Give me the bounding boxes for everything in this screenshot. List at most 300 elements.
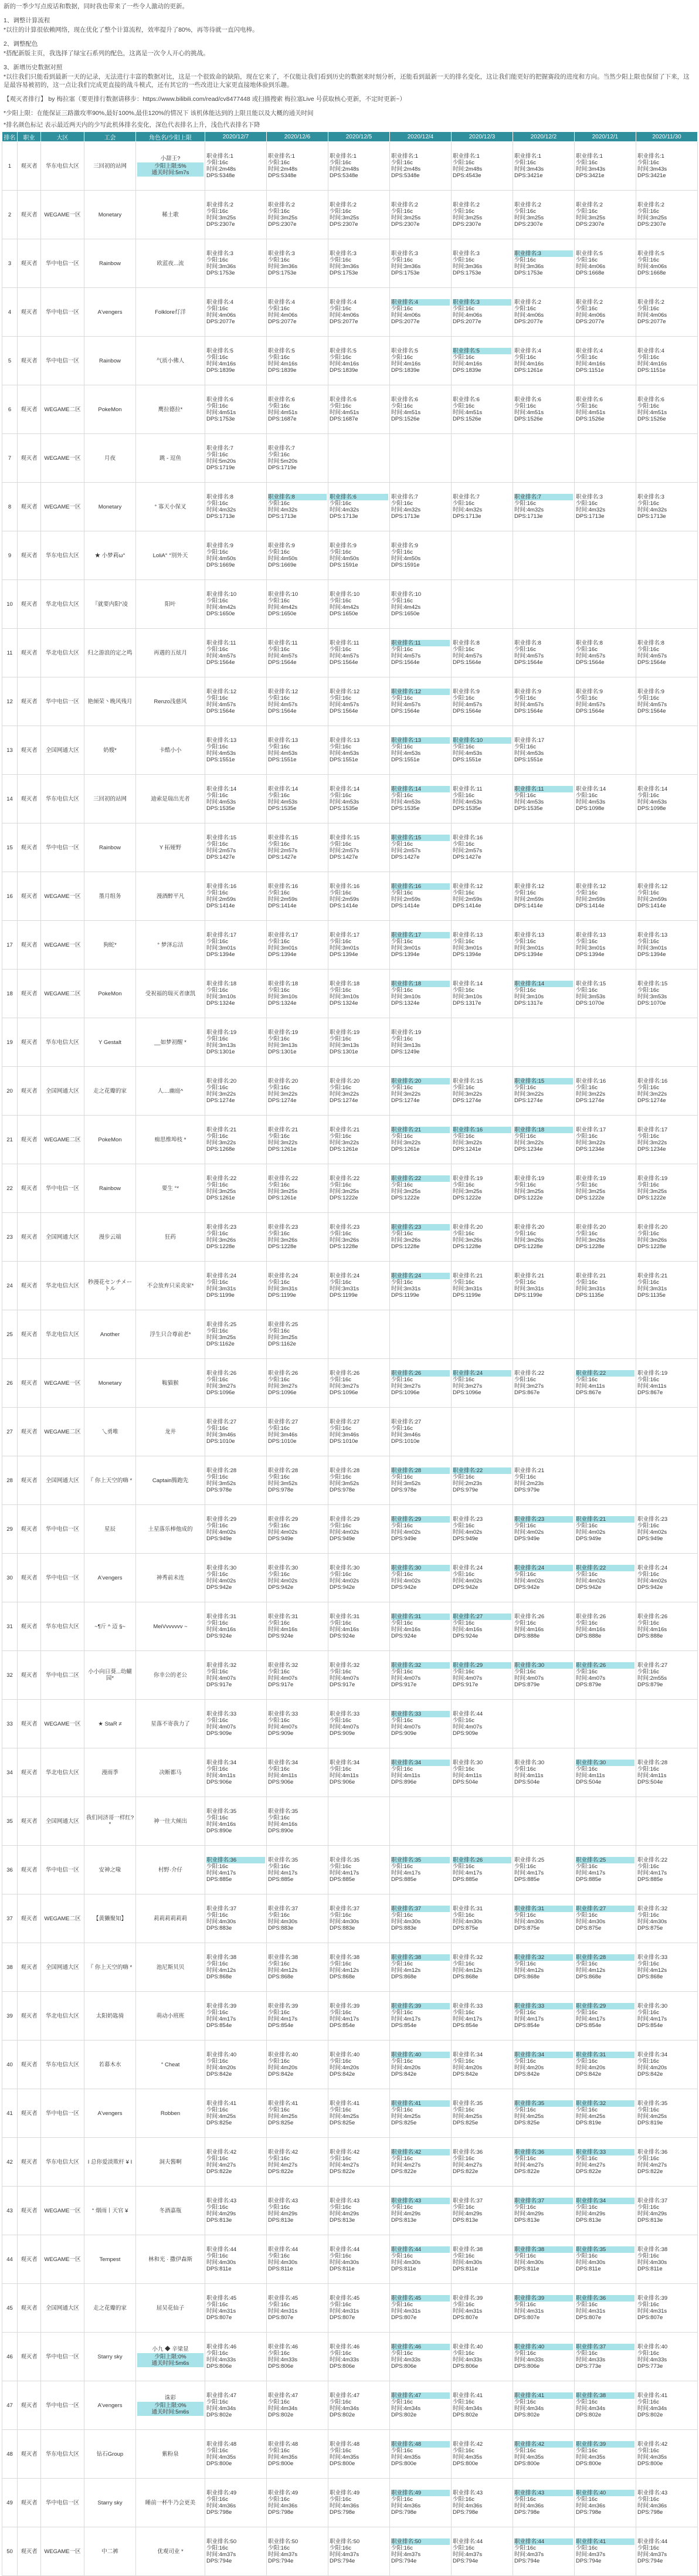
character-cell[interactable] <box>136 1797 205 1846</box>
stat-text: 职业排名:5 少阳:16c 时间:4m16s DPS:1839e <box>330 348 359 374</box>
character-cell[interactable] <box>136 1213 205 1262</box>
column-header[interactable]: 2020/12/6 <box>267 132 328 142</box>
character-cell[interactable] <box>136 2333 205 2381</box>
stat-text: 职业排名:50 少阳:16c 时间:4m37s DPS:794e <box>206 2538 237 2564</box>
stat-text: 少阳:16c 时间:4m35s DPS:800e <box>391 2448 421 2467</box>
rank-change-mark: 职业排名:15 <box>514 1078 573 1084</box>
character-name: 受祝福的瑞灭者康凯 <box>145 990 196 997</box>
daily-stat-cell <box>513 2479 575 2527</box>
stat-text: 职业排名:22 少阳:16c 时间:3m25s DPS:1261e <box>206 1175 237 1201</box>
rank-change-mark: 职业排名:23 <box>514 1516 573 1523</box>
stat-text: 职业排名:3 少阳:16c 时间:3m36s DPS:1753e <box>268 250 298 276</box>
stat-text: 职业排名:12 少阳:16c 时间:2m59s DPS:1414e <box>514 883 545 909</box>
daily-stat-cell <box>575 580 636 629</box>
daily-stat-cell <box>452 2284 513 2333</box>
stat-text: 职业排名:50 少阳:16c 时间:4m37s DPS:794e <box>330 2538 360 2564</box>
character-cell[interactable] <box>136 1359 205 1408</box>
class-cell: 观灭者 <box>18 1894 41 1943</box>
character-cell[interactable] <box>136 2187 205 2235</box>
daily-stat-cell <box>205 434 267 483</box>
daily-stat-cell <box>205 2138 267 2187</box>
daily-stat-cell <box>205 921 267 970</box>
character-cell[interactable] <box>136 2284 205 2333</box>
rank-change-mark: 职业排名:32 <box>576 2100 634 2107</box>
server-cell: 华北电信大区 <box>41 629 84 677</box>
stat-text: 职业排名:28 少阳:16c 时间:4m11s DPS:504e <box>637 1760 668 1785</box>
daily-stat-cell <box>513 2041 575 2089</box>
daily-stat-cell <box>267 1408 328 1456</box>
stat-text: 职业排名:21 少阳:16c 时间:3m31s DPS:1135e <box>637 1273 668 1299</box>
stat-text: 少阳:16c 时间:4m30s DPS:875e <box>514 1912 544 1931</box>
stat-text: 少阳:16c 时间:4m33s DPS:806e <box>514 2350 544 2370</box>
daily-stat-cell <box>328 2089 390 2138</box>
daily-stat-cell <box>575 2333 636 2381</box>
daily-stat-cell <box>575 1408 636 1456</box>
daily-stat-cell <box>390 1748 452 1797</box>
daily-stat-cell <box>513 1359 575 1408</box>
class-cell: 观灭者 <box>18 1602 41 1651</box>
rank-change-mark: 职业排名:18 <box>514 1127 573 1133</box>
character-cell[interactable] <box>136 1992 205 2041</box>
daily-stat-cell <box>575 1651 636 1700</box>
stat-text: 职业排名:36 少阳:16c 时间:4m27s DPS:822e <box>453 2149 483 2175</box>
rank-change-mark: 职业排名:8 <box>268 494 327 500</box>
rank-cell: 16 <box>2 872 18 921</box>
stat-text: 职业排名:1 少阳:16c 时间:3m43s DPS:3421e <box>637 153 667 179</box>
daily-stat-cell <box>636 1602 698 1651</box>
daily-stat-cell <box>328 1505 390 1554</box>
stat-text: 职业排名:32 少阳:16c 时间:4m07s DPS:917e <box>206 1662 237 1688</box>
table-row <box>2 1505 698 1554</box>
character-cell[interactable] <box>136 2041 205 2089</box>
column-header[interactable]: 2020/12/5 <box>328 132 390 142</box>
daily-stat-cell <box>390 921 452 970</box>
daily-stat-cell <box>205 1213 267 1262</box>
character-name: ° Cheat <box>161 2061 180 2068</box>
daily-stat-cell <box>452 1164 513 1213</box>
character-cell[interactable] <box>136 2235 205 2284</box>
character-name: 龙井 <box>164 1428 176 1435</box>
stat-text: 职业排名:25 少阳:16c 时间:4m17s DPS:885e <box>514 1857 545 1883</box>
stat-text: 职业排名:10 少阳:16c 时间:4m42s DPS:1650e <box>206 591 237 617</box>
daily-stat-cell <box>328 2381 390 2430</box>
stat-text: 职业排名:6 少阳:16c 时间:4m51s DPS:1753e <box>206 396 236 422</box>
table-row <box>2 2333 698 2381</box>
rank-change-mark: 职业排名:45 <box>391 2295 450 2302</box>
stat-text: 职业排名:6 少阳:16c 时间:4m51s DPS:1526e <box>637 396 667 422</box>
daily-stat-cell <box>267 1700 328 1748</box>
stat-text: 职业排名:17 少阳:16c 时间:3m01s DPS:1394e <box>330 932 360 958</box>
table-row <box>2 1262 698 1310</box>
stat-text: 少阳:16c 时间:4m17s DPS:885e <box>576 1863 606 1883</box>
server-cell: 华中电信一区 <box>41 1505 84 1554</box>
stat-text: 职业排名:20 少阳:16c 时间:3m22s DPS:1274e <box>330 1078 360 1104</box>
rank-change-mark: 职业排名:50 <box>391 2538 450 2545</box>
stat-text: 少阳:16c 时间:4m53s DPS:1535e <box>391 792 421 812</box>
class-cell: 观灭者 <box>18 1456 41 1505</box>
character-cell[interactable] <box>136 142 205 191</box>
stat-text: 职业排名:24 少阳:16c 时间:3m31s DPS:1199e <box>330 1273 360 1299</box>
stat-text: 职业排名:14 少阳:16c 时间:4m53s DPS:1535e <box>206 786 237 812</box>
stat-text: 职业排名:6 少阳:16c 时间:4m51s DPS:1526e <box>514 396 544 422</box>
character-cell[interactable] <box>136 1018 205 1067</box>
column-header[interactable]: 工会 <box>84 132 136 142</box>
rank-change-mark: 职业排名:44 <box>514 2538 573 2545</box>
stat-text: 职业排名:27 少阳:16c 时间:3m46s DPS:1010e <box>268 1419 298 1445</box>
daily-stat-cell <box>328 2479 390 2527</box>
daily-stat-cell <box>452 239 513 288</box>
stat-text: 少阳:16c 时间:4m16s DPS:924e <box>453 1620 483 1639</box>
character-name: 洞夫酱啊 <box>159 2158 182 2165</box>
daily-stat-cell <box>267 921 328 970</box>
rank-change-mark: 职业排名:5 <box>453 348 511 354</box>
stat-text: 职业排名:17 少阳:16c 时间:3m22s DPS:1234e <box>637 1127 668 1153</box>
character-cell[interactable] <box>136 2138 205 2187</box>
rank-change-mark: 职业排名:12 <box>391 689 450 695</box>
daily-stat-cell <box>513 580 575 629</box>
guild-cell: Tempest <box>84 2235 136 2284</box>
daily-stat-cell <box>390 1213 452 1262</box>
character-cell[interactable] <box>136 2381 205 2430</box>
daily-stat-cell <box>575 2235 636 2284</box>
daily-stat-cell <box>452 1992 513 2041</box>
daily-stat-cell <box>267 1846 328 1894</box>
guild-cell: 漫步云端 <box>84 1213 136 1262</box>
character-cell[interactable] <box>136 2527 205 2576</box>
daily-stat-cell <box>328 2284 390 2333</box>
stat-text: 职业排名:9 少阳:16c 时间:4m50s DPS:1669e <box>206 543 236 568</box>
table-row <box>2 1359 698 1408</box>
character-name: Folklore灯洋 <box>155 309 186 316</box>
stat-text: 少阳:16c 时间:4m53s DPS:1551e <box>453 744 483 763</box>
daily-stat-cell <box>452 775 513 823</box>
stat-text: 职业排名:37 少阳:16c 时间:4m30s DPS:883e <box>330 1906 360 1931</box>
character-cell[interactable] <box>136 531 205 580</box>
daily-stat-cell <box>205 239 267 288</box>
rank-change-mark: 职业排名:15 <box>391 835 450 841</box>
rank-change-mark: 职业排名:11 <box>391 640 450 646</box>
daily-stat-cell <box>267 2381 328 2430</box>
class-cell: 观灭者 <box>18 2284 41 2333</box>
stat-text: 职业排名:5 少阳:16c 时间:4m16s DPS:1839e <box>391 348 421 374</box>
stat-text: 职业排名:30 少阳:16c 时间:4m11s DPS:504e <box>453 1760 483 1785</box>
daily-stat-cell <box>452 142 513 191</box>
rank-change-mark: 职业排名:37 <box>514 2198 573 2204</box>
stat-text: 职业排名:17 少阳:16c 时间:3m22s DPS:1234e <box>576 1127 606 1153</box>
stat-text: 少阳:16c 时间:3m31s DPS:1199e <box>391 1279 421 1299</box>
table-row <box>2 1310 698 1359</box>
character-cell[interactable] <box>136 677 205 726</box>
character-name: __如梦初醒 * <box>154 1039 186 1046</box>
character-cell[interactable] <box>136 1164 205 1213</box>
daily-stat-cell <box>390 1554 452 1602</box>
character-cell[interactable] <box>136 726 205 775</box>
daily-stat-cell <box>390 1602 452 1651</box>
daily-stat-cell <box>390 580 452 629</box>
class-cell: 观灭者 <box>18 629 41 677</box>
daily-stat-cell <box>205 1310 267 1359</box>
server-cell: 华中电信一区 <box>41 2333 84 2381</box>
stat-text: 职业排名:32 少阳:16c 时间:4m12s DPS:868e <box>453 1954 483 1980</box>
column-header[interactable]: 2020/12/2 <box>513 132 575 142</box>
daily-stat-cell <box>328 1262 390 1310</box>
stat-text: 职业排名:28 少阳:16c 时间:3m52s DPS:978e <box>268 1467 298 1493</box>
daily-stat-cell <box>328 1748 390 1797</box>
stat-text: 职业排名:32 少阳:16c 时间:4m07s DPS:917e <box>268 1662 298 1688</box>
rank-cell: 26 <box>2 1359 18 1408</box>
character-cell[interactable] <box>136 1505 205 1554</box>
table-row <box>2 1700 698 1748</box>
rank-cell: 45 <box>2 2284 18 2333</box>
stat-text: 职业排名:20 少阳:16c 时间:3m26s DPS:1228e <box>453 1224 483 1250</box>
character-cell[interactable] <box>136 2479 205 2527</box>
daily-stat-cell <box>575 1262 636 1310</box>
column-header[interactable]: 2020/12/1 <box>575 132 636 142</box>
stat-text: 少阳:16c 时间:4m36s DPS:798e <box>576 2496 606 2516</box>
stat-text: 少阳:16c 时间:3m52s DPS:978e <box>391 1474 421 1493</box>
character-cell[interactable] <box>136 1262 205 1310</box>
stat-text: 少阳:16c 时间:3m27s DPS:1096e <box>391 1377 421 1396</box>
character-name: 冬酒嘉瓶 <box>159 2207 182 2214</box>
column-header[interactable]: 2020/12/4 <box>390 132 452 142</box>
character-cell[interactable] <box>136 1846 205 1894</box>
daily-stat-cell <box>513 2284 575 2333</box>
stat-text: 职业排名:45 少阳:16c 时间:4m31s DPS:807e <box>330 2295 360 2321</box>
stat-text: 职业排名:48 少阳:16c 时间:4m35s DPS:800e <box>268 2441 298 2467</box>
character-cell[interactable] <box>136 970 205 1018</box>
daily-stat-cell <box>575 288 636 337</box>
table-row <box>2 2041 698 2089</box>
class-cell: 观灭者 <box>18 1359 41 1408</box>
rank-change-mark: 职业排名:33 <box>514 2003 573 2009</box>
daily-stat-cell <box>267 2089 328 2138</box>
server-cell: WEGAME二区 <box>41 1894 84 1943</box>
rank-cell: 24 <box>2 1262 18 1310</box>
character-cell[interactable] <box>136 483 205 531</box>
daily-stat-cell <box>636 531 698 580</box>
stat-text: 少阳:16c 时间:4m12s DPS:868e <box>514 1961 544 1980</box>
table-row <box>2 2138 698 2187</box>
column-header[interactable]: 角色名/少阳上限 <box>136 132 205 142</box>
stat-text: 职业排名:24 少阳:16c 时间:3m31s DPS:1199e <box>206 1273 237 1299</box>
character-cell[interactable] <box>136 2430 205 2479</box>
guild-cell: 月夜 <box>84 434 136 483</box>
rank-change-mark: 职业排名:47 <box>391 2392 450 2399</box>
daily-stat-cell <box>267 2527 328 2576</box>
daily-stat-cell <box>328 483 390 531</box>
rank-cell: 36 <box>2 1846 18 1894</box>
guild-cell: 走之花瓣的家 <box>84 2284 136 2333</box>
character-cell[interactable] <box>136 775 205 823</box>
stat-text: 职业排名:14 少阳:16c 时间:4m53s DPS:1098e <box>637 786 668 812</box>
character-cell[interactable] <box>136 288 205 337</box>
daily-stat-cell <box>636 1213 698 1262</box>
character-cell[interactable] <box>136 1408 205 1456</box>
character-cell[interactable] <box>136 239 205 288</box>
daily-stat-cell <box>390 775 452 823</box>
daily-stat-cell <box>513 1213 575 1262</box>
stat-text: 职业排名:9 少阳:16c 时间:4m57s DPS:1564e <box>637 689 667 714</box>
daily-stat-cell <box>636 921 698 970</box>
character-cell[interactable] <box>136 337 205 385</box>
character-cell[interactable] <box>136 629 205 677</box>
character-cell[interactable] <box>136 823 205 872</box>
character-name: ° 梦泽忘洁 <box>157 941 184 948</box>
stat-text: 职业排名:14 少阳:16c 时间:4m53s DPS:1098e <box>576 786 606 812</box>
stat-text: 职业排名:30 少阳:16c 时间:4m02s DPS:942e <box>330 1565 360 1591</box>
character-cell[interactable] <box>136 580 205 629</box>
server-cell: 全国网通大区 <box>41 1797 84 1846</box>
guild-cell: 走之花瓣的家 <box>84 1067 136 1116</box>
character-cell[interactable] <box>136 1700 205 1748</box>
daily-stat-cell <box>575 1992 636 2041</box>
server-cell: 华东电信大区 <box>41 2138 84 2187</box>
rank-change-mark: 职业排名:29 <box>453 1662 511 1669</box>
stat-text: 少阳:16c 时间:4m27s DPS:822e <box>514 2155 544 2175</box>
stat-text: 少阳:16c 时间:4m02s DPS:949e <box>391 1523 421 1542</box>
table-row <box>2 531 698 580</box>
daily-stat-cell <box>452 1213 513 1262</box>
server-cell: WEGAME一区 <box>41 191 84 239</box>
column-header[interactable]: 2020/12/7 <box>205 132 267 142</box>
column-header[interactable]: 职业 <box>18 132 41 142</box>
stat-text: 职业排名:39 少阳:16c 时间:4m31s DPS:807e <box>453 2295 483 2321</box>
intro-line: 3、新增历史数据对照 <box>4 64 63 71</box>
daily-stat-cell <box>328 2187 390 2235</box>
class-cell: 观灭者 <box>18 1067 41 1116</box>
stat-text: 职业排名:19 少阳:16c 时间:3m13s DPS:1301e <box>330 1029 360 1055</box>
daily-stat-cell <box>575 1213 636 1262</box>
stat-text: 职业排名:33 少阳:16c 时间:4m17s DPS:854e <box>453 2003 483 2029</box>
stat-text: 少阳:16c 时间:4m37s DPS:794e <box>514 2545 544 2564</box>
stat-text: 职业排名:19 少阳:16c 时间:3m13s DPS:1249e <box>391 1029 422 1055</box>
character-cell[interactable] <box>136 1894 205 1943</box>
stat-text: 职业排名:8 少阳:16c 时间:4m32s DPS:1713e <box>206 494 236 520</box>
stat-text: 少阳:16c 时间:3m22s DPS:1274e <box>391 1084 421 1104</box>
stat-text: 职业排名:24 少阳:16c 时间:3m31s DPS:1199e <box>268 1273 298 1299</box>
daily-stat-cell <box>513 1116 575 1164</box>
stat-text: 少阳:16c 时间:4m35s DPS:800e <box>576 2448 606 2467</box>
stat-text: 少阳:16c 时间:4m16s DPS:1839e <box>453 354 483 374</box>
character-name: 小九 ◆ 辛梁显 <box>152 2345 189 2353</box>
daily-stat-cell <box>575 726 636 775</box>
stat-text: 职业排名:44 少阳:16c 时间:4m37s DPS:794e <box>637 2538 668 2564</box>
column-header[interactable]: 2020/11/30 <box>636 132 698 142</box>
stat-text: 职业排名:20 少阳:16c 时间:3m22s DPS:1274e <box>268 1078 298 1104</box>
daily-stat-cell <box>390 1164 452 1213</box>
character-name: 要生 °* <box>161 1185 179 1192</box>
stat-text: 少阳:16c 时间:4m32s DPS:1713e <box>268 500 298 520</box>
intro-line <box>4 59 695 63</box>
character-cell[interactable] <box>136 2089 205 2138</box>
limit-tag: 少阳上限:5% 通关时间:5m7s <box>137 162 203 177</box>
stat-text: 职业排名:11 少阳:16c 时间:4m53s DPS:1535e <box>453 786 483 812</box>
character-cell[interactable] <box>136 1067 205 1116</box>
column-header[interactable]: 2020/12/3 <box>452 132 513 142</box>
server-cell: 华北电信大区 <box>41 1310 84 1359</box>
stat-text: 职业排名:4 少阳:16c 时间:4m16s DPS:1261e <box>514 348 544 374</box>
class-cell: 观灭者 <box>18 1797 41 1846</box>
rank-cell: 8 <box>2 483 18 531</box>
column-header[interactable]: 排名 <box>2 132 18 142</box>
column-header[interactable]: 大区 <box>41 132 84 142</box>
daily-stat-cell <box>636 2235 698 2284</box>
daily-stat-cell <box>452 2430 513 2479</box>
stat-text: 职业排名:6 少阳:16c 时间:4m51s DPS:1526e <box>391 396 421 422</box>
character-cell[interactable] <box>136 1748 205 1797</box>
daily-stat-cell <box>328 1310 390 1359</box>
stat-text: 少阳:16c 时间:4m36s DPS:798e <box>391 2496 421 2516</box>
rank-change-mark: 职业排名:42 <box>514 2441 573 2448</box>
rank-cell: 13 <box>2 726 18 775</box>
character-cell[interactable] <box>136 872 205 921</box>
rank-cell: 38 <box>2 1943 18 1992</box>
character-cell[interactable] <box>136 1456 205 1505</box>
daily-stat-cell <box>328 1359 390 1408</box>
stat-text: 职业排名:15 少阳:16c 时间:2m57s DPS:1427e <box>206 835 237 860</box>
daily-stat-cell <box>328 580 390 629</box>
stat-text: 职业排名:37 少阳:16c 时间:4m29s DPS:813e <box>637 2198 668 2224</box>
class-cell: 观灭者 <box>18 775 41 823</box>
rank-change-mark: 职业排名:10 <box>453 737 511 744</box>
character-cell[interactable] <box>136 1651 205 1700</box>
stat-text: 职业排名:23 少阳:16c 时间:4m02s DPS:949e <box>637 1516 668 1542</box>
daily-stat-cell <box>452 1748 513 1797</box>
character-cell[interactable] <box>136 1943 205 1992</box>
stat-text: 职业排名:4 少阳:16c 时间:4m16s DPS:1151e <box>637 348 667 374</box>
character-name: 屈吴花仙子 <box>156 2304 185 2311</box>
guild-cell: 艳倾荣丶晚风残月 <box>84 677 136 726</box>
limit-tag: 少阳上限:0% 通关时间:5m6s <box>137 2402 203 2416</box>
character-cell[interactable] <box>136 1554 205 1602</box>
stat-text: 职业排名:47 少阳:16c 时间:4m34s DPS:802e <box>206 2392 237 2418</box>
daily-stat-cell <box>267 629 328 677</box>
stat-text: 少阳:16c 时间:4m30s DPS:875e <box>576 1912 606 1931</box>
character-cell[interactable] <box>136 434 205 483</box>
stat-text: 职业排名:14 少阳:16c 时间:4m53s DPS:1535e <box>330 786 360 812</box>
table-row <box>2 385 698 434</box>
character-cell[interactable] <box>136 1602 205 1651</box>
stat-text: 职业排名:38 少阳:16c 时间:4m12s DPS:868e <box>206 1954 237 1980</box>
character-cell[interactable] <box>136 921 205 970</box>
stat-text: 职业排名:19 少阳:16c 时间:3m25s DPS:1222e <box>514 1175 545 1201</box>
daily-stat-cell <box>390 2381 452 2430</box>
character-cell[interactable] <box>136 191 205 239</box>
guild-cell: I 总你爱淡欺杆 ¥ I <box>84 2138 136 2187</box>
stat-text: 职业排名:31 少阳:16c 时间:4m30s DPS:875e <box>453 1906 483 1931</box>
daily-stat-cell <box>205 288 267 337</box>
server-cell: 华中电信一区 <box>41 239 84 288</box>
character-cell[interactable] <box>136 1116 205 1164</box>
character-name: 跳 - 逗鱼 <box>160 455 181 462</box>
daily-stat-cell <box>452 2527 513 2576</box>
server-cell: WEGAME一区 <box>41 434 84 483</box>
rank-change-mark: 职业排名:36 <box>206 1857 265 1863</box>
character-cell[interactable] <box>136 385 205 434</box>
class-cell: 观灭者 <box>18 2479 41 2527</box>
table-row <box>2 580 698 629</box>
stat-text: 职业排名:15 少阳:16c 时间:3m53s DPS:1070e <box>637 981 668 1006</box>
character-cell[interactable] <box>136 1310 205 1359</box>
guild-cell: 墨月组务 <box>84 872 136 921</box>
rank-change-mark: 职业排名:29 <box>576 2003 634 2009</box>
stat-text: 职业排名:1 少阳:16c 时间:2m48s DPS:5348e <box>268 153 298 179</box>
daily-stat-cell <box>636 385 698 434</box>
stat-text: 少阳:16c 时间:4m12s DPS:868e <box>576 1961 606 1980</box>
daily-stat-cell <box>205 2381 267 2430</box>
rank-change-mark: 职业排名:29 <box>391 1516 450 1523</box>
stat-text: 职业排名:2 少阳:16c 时间:3m25s DPS:2307e <box>453 202 483 228</box>
